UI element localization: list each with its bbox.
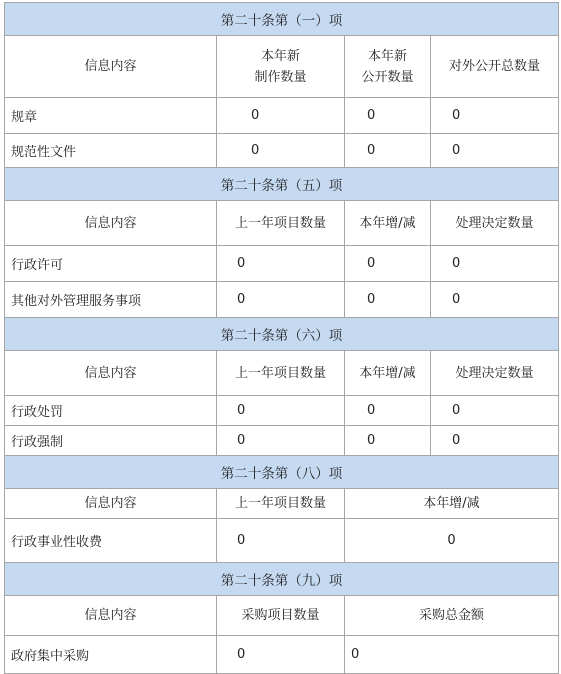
cell-value: 0	[345, 426, 431, 455]
section-title: 第二十条第（五）项	[4, 167, 559, 201]
row-label: 行政事业性收费	[5, 519, 217, 562]
cell-value: 0	[345, 134, 431, 167]
column-header: 信息内容	[5, 351, 217, 395]
column-header: 对外公开总数量	[448, 59, 540, 74]
column-header: 采购项目数量	[217, 596, 345, 635]
cell-value: 0	[447, 533, 456, 548]
column-header: 本年新 公开数量	[345, 36, 431, 97]
column-header: 上一年项目数量	[217, 351, 345, 395]
row-label: 行政许可	[5, 246, 217, 281]
cell-value: 0	[452, 403, 461, 418]
column-header: 本年增/减	[345, 351, 431, 395]
table-header-row	[4, 596, 559, 636]
row-label: 行政强制	[5, 426, 217, 455]
column-header: 本年增/减	[345, 201, 431, 245]
cell-value: 0	[217, 519, 345, 562]
column-header: 处理决定数量	[455, 365, 534, 381]
cell-value: 0	[345, 246, 431, 281]
table-row	[4, 282, 559, 318]
disclosure-table	[4, 3, 559, 674]
table-row	[4, 426, 559, 456]
table-header-row	[4, 351, 559, 396]
table-row	[4, 519, 559, 563]
section-title: 第二十条第（一）项	[4, 2, 559, 36]
column-header: 本年新 制作数量	[217, 36, 345, 97]
cell-value: 0	[217, 282, 345, 317]
cell-value: 0	[351, 647, 360, 662]
column-header: 采购总金额	[418, 608, 484, 623]
table-header-row	[4, 489, 559, 519]
row-label: 规范性文件	[5, 134, 217, 167]
table-row	[4, 98, 559, 134]
column-header: 上一年项目数量	[217, 201, 345, 245]
table-header-row	[4, 201, 559, 246]
column-header: 信息内容	[5, 36, 217, 97]
cell-value: 0	[452, 433, 461, 448]
table-row	[4, 396, 559, 426]
cell-value: 0	[345, 396, 431, 425]
cell-value: 0	[217, 426, 345, 455]
column-header: 处理决定数量	[455, 215, 534, 231]
cell-value: 0	[452, 143, 461, 158]
cell-value: 0	[452, 256, 461, 271]
table-row	[4, 134, 559, 168]
table-row	[4, 246, 559, 282]
row-label: 政府集中采购	[5, 636, 217, 673]
column-header: 信息内容	[5, 489, 217, 518]
cell-value: 0	[217, 246, 345, 281]
section-title: 第二十条第（九）项	[4, 562, 559, 596]
column-header: 信息内容	[5, 201, 217, 245]
cell-value: 0	[217, 636, 345, 673]
cell-value: 0	[217, 134, 345, 167]
column-header: 上一年项目数量	[217, 489, 345, 518]
cell-value: 0	[452, 292, 461, 307]
section-title: 第二十条第（六）项	[4, 317, 559, 351]
column-header: 信息内容	[5, 596, 217, 635]
section-title: 第二十条第（八）项	[4, 455, 559, 489]
table-row	[4, 636, 559, 674]
cell-value: 0	[217, 396, 345, 425]
cell-value: 0	[217, 98, 345, 133]
cell-value: 0	[345, 282, 431, 317]
row-label: 规章	[5, 98, 217, 133]
column-header: 本年增/减	[423, 496, 480, 511]
cell-value: 0	[345, 98, 431, 133]
row-label: 其他对外管理服务事项	[5, 282, 217, 317]
table-header-row	[4, 36, 559, 98]
row-label: 行政处罚	[5, 396, 217, 425]
cell-value: 0	[452, 108, 461, 123]
